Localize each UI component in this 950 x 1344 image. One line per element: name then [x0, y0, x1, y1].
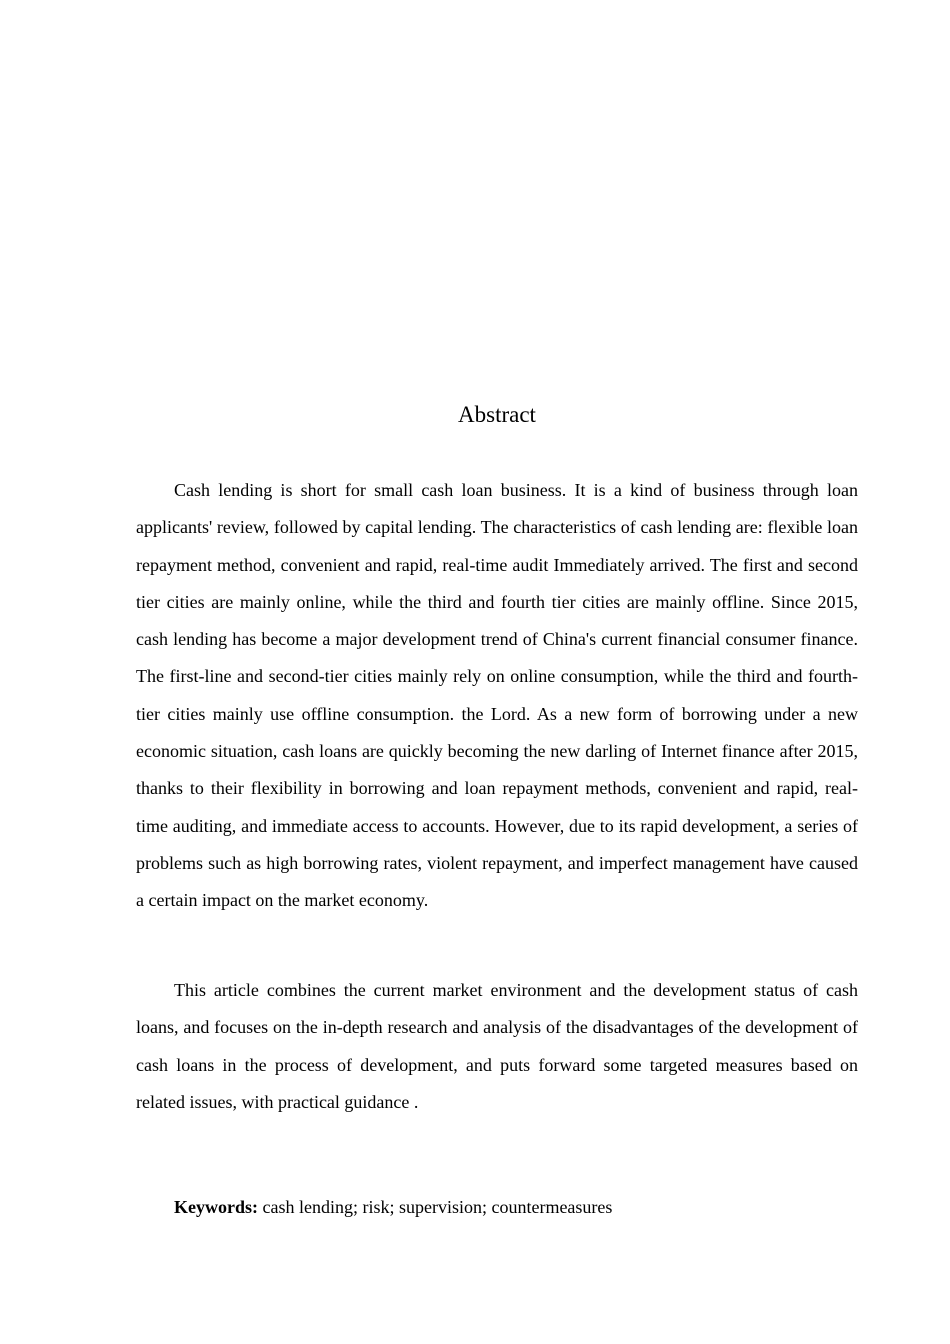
abstract-paragraph-1-container — [136, 472, 858, 920]
keywords-line — [174, 1191, 612, 1223]
abstract-paragraph-2: This article combines the current market environment and the development status of cash loans, and focuses on the in-depth research and analysis of the disadvantages of the development of cash loans in the process of development, and puts forward some targeted measures based on related issues, with practical guidance . — [136, 980, 858, 1112]
abstract-paragraph-1: Cash lending is short for small cash loan business. It is a kind of business through loan applicants' review, followed by capital lending. The characteristics of cash lending are: flexible loan repayment method, convenient and rapid, real-time audit Immediately arrived. The first and second tier cities are mainly online, while the third and fourth tier cities are mainly offline. Since 2015, cash lending has become a major development trend of China's current financial consumer finance. The first-line and second-tier cities mainly rely on online consumption, while the third and fourth-tier cities mainly use offline consumption. the Lord. As a new form of borrowing under a new economic situation, cash loans are quickly becoming the new darling of Internet finance after 2015, thanks to their flexibility in borrowing and loan repayment methods, convenient and rapid, real-time auditing, and immediate access to accounts. However, due to its rapid development, a series of problems such as high borrowing rates, violent repayment, and imperfect management have caused a certain impact on the market economy. — [136, 480, 858, 911]
keywords-label: Keywords: — [174, 1197, 258, 1217]
abstract-paragraph-2-container — [136, 972, 858, 1121]
abstract-title: Abstract — [458, 402, 536, 427]
keywords-text: cash lending; risk; supervision; countermeasures — [258, 1197, 613, 1217]
